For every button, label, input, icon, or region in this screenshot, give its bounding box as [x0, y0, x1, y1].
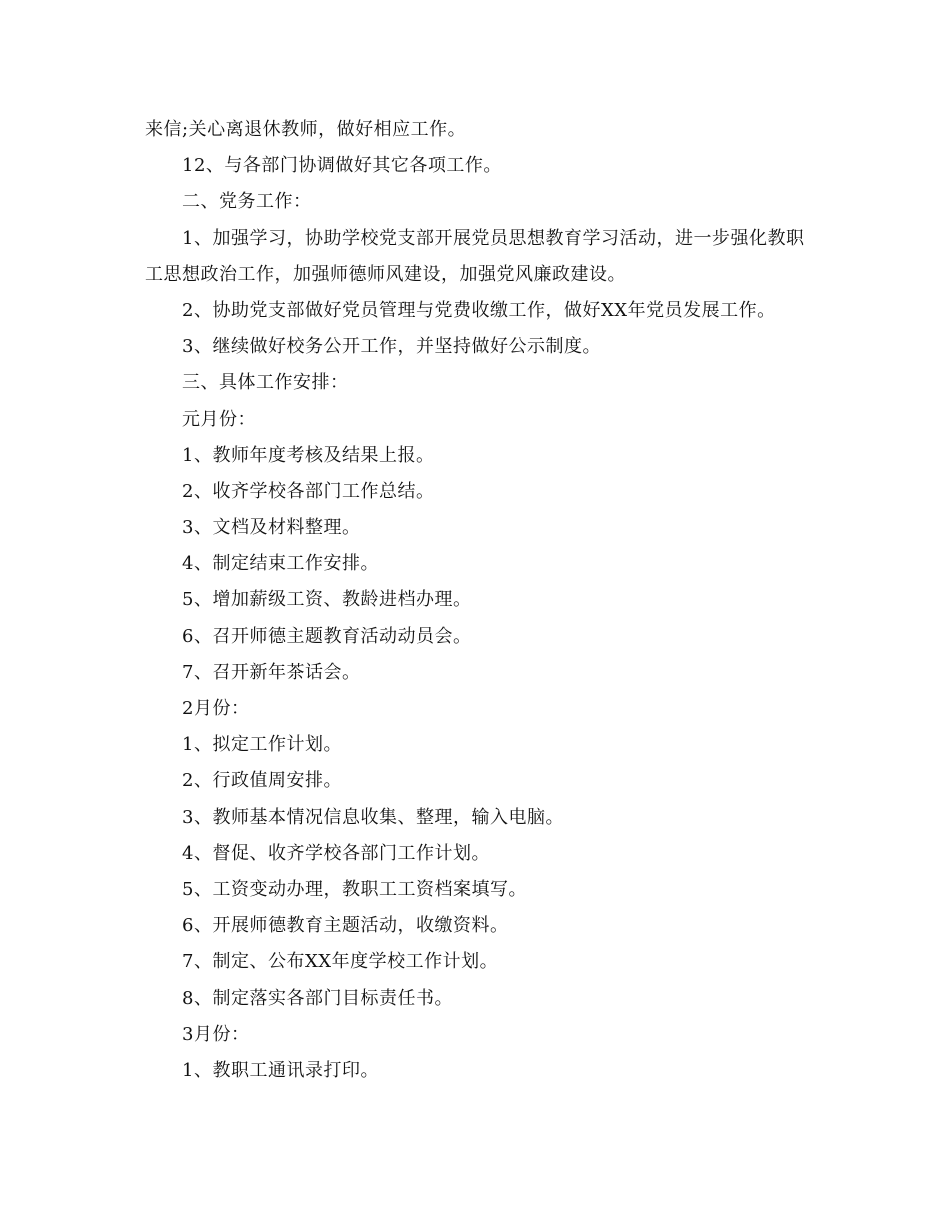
paragraph-line: 来信;关心离退休教师，做好相应工作。 [145, 119, 467, 140]
list-item: 3、教师基本情况信息收集、整理，输入电脑。 [182, 806, 564, 828]
list-item: 1、拟定工作计划。 [182, 734, 342, 756]
paragraph-line: 12、与各部门协调做好其它各项工作。 [182, 155, 502, 177]
list-item: 4、督促、收齐学校各部门工作计划。 [182, 842, 490, 864]
paragraph-line: 3、继续做好校务公开工作，并坚持做好公示制度。 [182, 336, 601, 358]
list-item: 3、文档及材料整理。 [182, 517, 361, 539]
list-item: 2、收齐学校各部门工作总结。 [182, 480, 435, 502]
list-item: 1、教职工通讯录打印。 [182, 1059, 379, 1081]
list-item: 8、制定落实各部门目标责任书。 [182, 987, 453, 1009]
list-item: 1、教师年度考核及结果上报。 [182, 444, 435, 466]
month-heading: 2月份： [182, 698, 250, 719]
list-item: 7、制定、公布XX年度学校工作计划。 [182, 951, 499, 973]
section-heading: 二、党务工作： [182, 191, 312, 213]
paragraph-line: 工思想政治工作，加强师德师风建设，加强党风廉政建设。 [145, 263, 626, 285]
list-item: 6、召开师德主题教育活动动员会。 [182, 625, 472, 647]
paragraph-line: 1、加强学习，协助学校党支部开展党员思想教育学习活动，进一步强化教职 [182, 227, 805, 249]
document-body [145, 112, 825, 1089]
list-item: 5、工资变动办理，教职工工资档案填写。 [182, 878, 527, 900]
list-item: 6、开展师德教育主题活动，收缴资料。 [182, 915, 509, 937]
list-item: 2、行政值周安排。 [182, 770, 342, 792]
month-heading: 3月份： [182, 1023, 250, 1045]
list-item: 5、增加薪级工资、教龄进档办理。 [182, 589, 472, 611]
month-heading: 元月份： [182, 408, 256, 430]
paragraph-line: 2、协助党支部做好党员管理与党费收缴工作，做好XX年党员发展工作。 [182, 299, 776, 321]
list-item: 4、制定结束工作安排。 [182, 553, 379, 575]
list-item: 7、召开新年茶话会。 [182, 661, 361, 683]
section-heading: 三、具体工作安排： [182, 372, 349, 394]
